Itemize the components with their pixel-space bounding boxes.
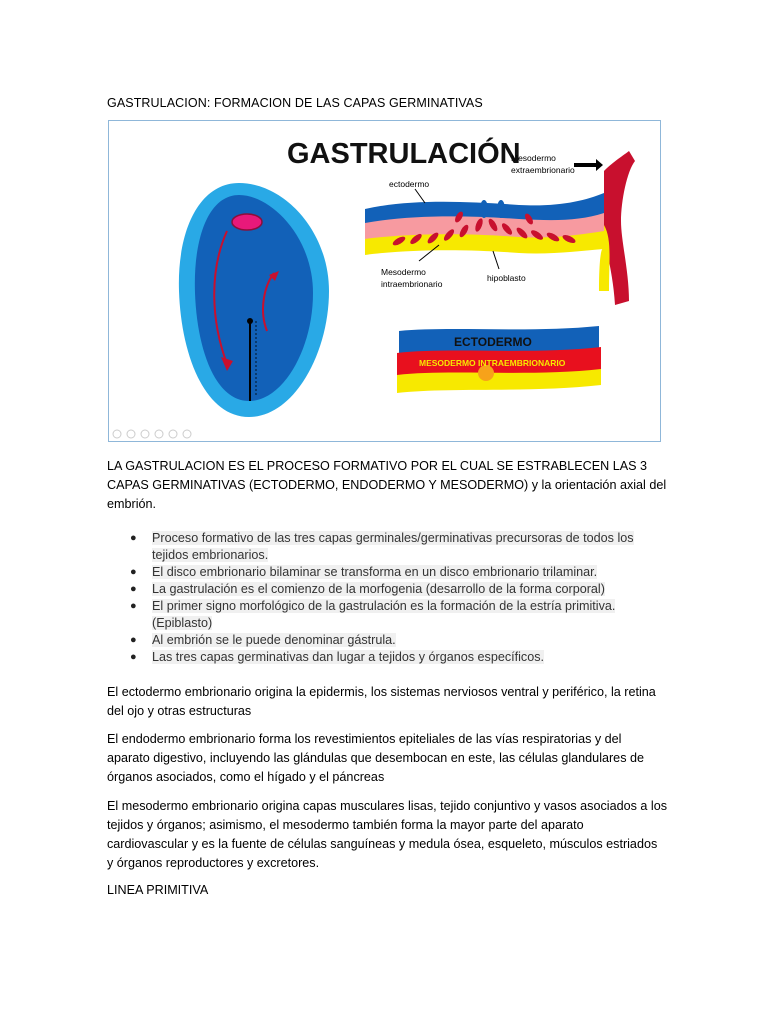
band-label-mesodermo: MESODERMO INTRAEMBRIONARIO xyxy=(419,358,566,368)
list-item-text: Al embrión se le puede denominar gástrula. xyxy=(152,633,396,647)
label-hipoblasto: hipoblasto xyxy=(487,273,526,283)
bullet-dot: ● xyxy=(130,532,137,544)
label-line-hipoblasto xyxy=(493,251,499,269)
band-label-ectodermo: ECTODERMO xyxy=(454,335,532,349)
label-mesodermo-extra-2: extraembrionario xyxy=(511,165,575,175)
list-item xyxy=(130,581,670,598)
list-item-text: El primer signo morfológico de la gastrulación es la formación de la estría primitiva. (Epiblasto) xyxy=(152,599,616,630)
streak-node-dot xyxy=(247,318,253,324)
embryo-oval-diagram xyxy=(179,183,329,417)
list-item xyxy=(130,649,670,666)
bullet-dot: ● xyxy=(130,600,137,612)
bullet-dot: ● xyxy=(130,566,137,578)
list-item xyxy=(130,564,670,581)
mesoderm-paragraph: El mesodermo embrionario origina capas musculares lisas, tejido conjuntivo y vasos asociados a los tejidos y órganos; asimismo, el mesodermo también forma la mayor parte del aparato cardiovascular y es la fuente de células sanguíneas y medula ósea, esqueleto, músculos estriados y órganos reproductores y excretores. xyxy=(107,799,667,870)
cross-section-diagram xyxy=(365,151,635,305)
list-item xyxy=(130,598,670,632)
embryo-node xyxy=(232,214,262,230)
list-item xyxy=(130,530,670,564)
figure-title: GASTRULACIÓN xyxy=(287,138,521,170)
video-control-icons xyxy=(113,430,191,438)
bullet-dot: ● xyxy=(130,583,137,595)
bullet-dot: ● xyxy=(130,651,137,663)
list-item-text: Las tres capas germinativas dan lugar a tejidos y órganos específicos. xyxy=(152,650,545,664)
label-line-ectodermo xyxy=(415,189,425,203)
gastrulation-figure xyxy=(108,120,661,442)
bullet-dot: ● xyxy=(130,634,137,646)
ectoderm-paragraph: El ectodermo embrionario origina la epidermis, los sistemas nerviosos ventral y periférico, la retina del ojo y otras estructuras xyxy=(107,685,656,718)
list-item xyxy=(130,632,670,649)
gastrulation-illustration xyxy=(109,121,660,441)
document-heading: GASTRULACION: FORMACION DE LAS CAPAS GERMINATIVAS xyxy=(107,96,483,110)
trilaminar-band-diagram xyxy=(397,326,601,393)
intro-paragraph: LA GASTRULACION ES EL PROCESO FORMATIVO POR EL CUAL SE ESTRABLECEN LAS 3 CAPAS GERMINATIVAS (ECTODERMO, ENDODERMO Y MESODERMO) y la orientación axial del embrión. xyxy=(107,459,667,511)
subheading-linea-primitiva: LINEA PRIMITIVA xyxy=(107,883,209,897)
list-item-text: La gastrulación es el comienzo de la morfogenia (desarrollo de la forma corporal) xyxy=(152,582,605,596)
list-item-text: El disco embrionario bilaminar se transforma en un disco embrionario trilaminar. xyxy=(152,565,598,579)
label-ectodermo: ectodermo xyxy=(389,179,430,189)
endoderm-paragraph: El endodermo embrionario forma los revestimientos epiteliales de las vías respiratorias y del aparato digestivo, incluyendo las glándulas que desembocan en este, las células glandulares de órganos asociados, como el hígado y el páncreas xyxy=(107,732,644,784)
label-mesodermo-extra-1: Mesodermo xyxy=(511,153,556,163)
bullet-list xyxy=(130,530,670,666)
list-item-text: Proceso formativo de las tres capas germinales/germinativas precursoras de todos los tejidos embrionarios. xyxy=(152,531,634,562)
label-arrow-mesodermo-extra xyxy=(574,159,603,171)
label-mesodermo-intra-1: Mesodermo xyxy=(381,267,426,277)
label-mesodermo-intra-2: intraembrionario xyxy=(381,279,443,289)
